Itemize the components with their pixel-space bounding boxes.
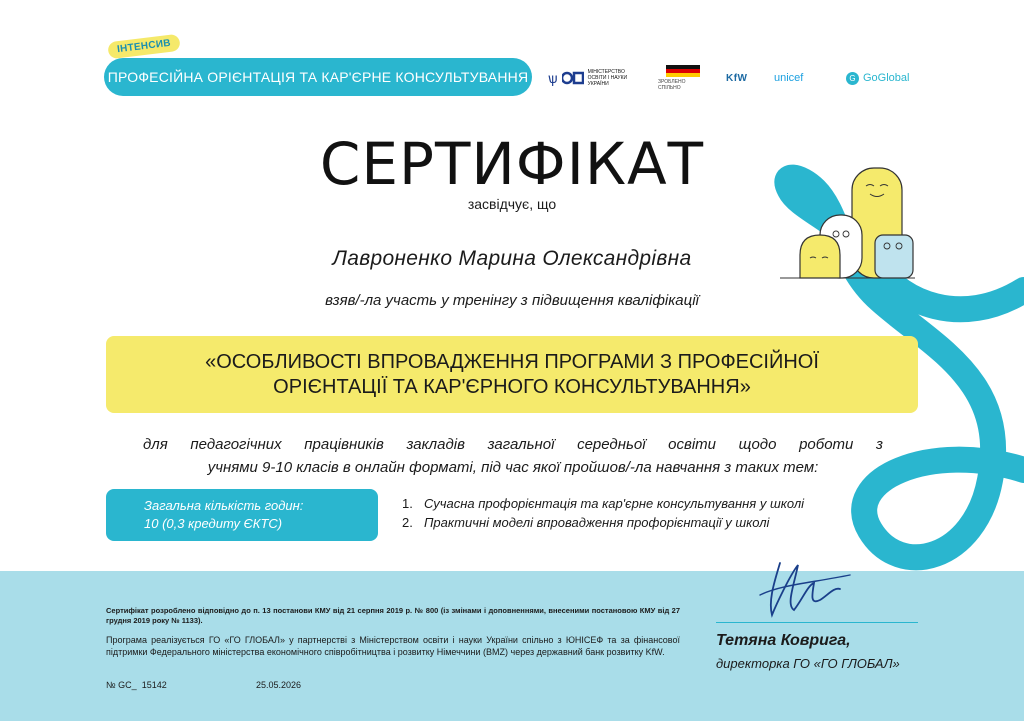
recipient-name: Лавроненко Марина Олександрівна — [332, 247, 692, 270]
certificate-title: СЕРТИФІКАТ — [319, 130, 705, 198]
description-line1: для педагогічних працівників закладів загальної середньої освіти щодо роботи з — [143, 436, 883, 453]
topic-item: 1. Сучасна профорієнтація та кар'єрне консультування у школі — [402, 496, 805, 511]
partner-logos — [548, 64, 928, 92]
number-label: № GC_ — [106, 680, 137, 690]
intensive-badge: ІНТЕНСИВ — [107, 34, 181, 60]
german-cooperation-logo — [658, 64, 708, 92]
signer-role: директорка ГО «ГО ГЛОБАЛ» — [716, 656, 900, 671]
training-title-line2: ОРІЄНТАЦІЇ ТА КАР'ЄРНОГО КОНСУЛЬТУВАННЯ» — [273, 375, 751, 398]
number-value: 15142 — [141, 680, 167, 690]
unicef-logo: unicef — [774, 72, 804, 84]
ministry-logo — [548, 64, 640, 92]
topic-item: 2. Практичні моделі впровадження профорієнтації у школі — [402, 515, 770, 530]
description-line2: учнями 9-10 класів в онлайн форматі, під час якої пройшов/-ла навчання з таких тем: — [207, 459, 819, 476]
german-coop-text: ЗРОБЛЕНО СПІЛЬНО — [658, 79, 686, 91]
signature-image — [750, 555, 860, 625]
hours-box — [106, 489, 378, 541]
program-title-pill: ПРОФЕСІЙНА ОРІЄНТАЦІЯ ТА КАР'ЄРНЕ КОНСУЛЬТУВАННЯ — [104, 58, 532, 96]
ministry-mark-icon — [562, 71, 584, 85]
issue-date: 25.05.2026 — [256, 680, 302, 690]
legal-basis-text: Сертифікат розроблено відповідно до п. 13 постанови КМУ від 21 серпня 2019 р. № 800 (із змінами і доповненнями, внесеними постановою КМУ від 27 грудня 2019 року № 1133). — [106, 606, 680, 625]
participation-text: взяв/-ла участь у тренінгу з підвищення кваліфікації — [325, 292, 699, 309]
signature-line — [716, 622, 918, 623]
certifies-text: засвідчує, що — [467, 196, 557, 212]
kfw-logo: KfW — [726, 72, 748, 84]
ministry-text: МІНІСТЕРСТВО ОСВІТИ І НАУКИ УКРАЇНИ — [587, 69, 628, 87]
topics-list — [402, 494, 804, 532]
goglobal-logo — [846, 64, 926, 92]
hours-label: Загальна кількість годин: — [144, 498, 304, 513]
certificate-number — [106, 680, 167, 690]
program-partners-text: Програма реалізується ГО «ГО ГЛОБАЛ» у партнерстві з Міністерством освіти і науки України спільно з ЮНІСЕФ та за фінансової підтримки Федерального міністерства економічного співробітництва і розвитку Німеччини (BMZ) через державний банк розвитку KfW. — [106, 635, 680, 657]
german-flag-icon — [666, 65, 700, 77]
training-title-line1: «ОСОБЛИВОСТІ ВПРОВАДЖЕННЯ ПРОГРАМИ З ПРОФЕСІЙНОЇ — [205, 350, 819, 373]
goglobal-icon: G — [846, 72, 859, 85]
trident-icon: ѱ — [548, 70, 558, 86]
hours-value: 10 (0,3 кредиту ЄКТС) — [144, 516, 283, 531]
signer-name: Тетяна Коврига, — [716, 632, 851, 649]
goglobal-text: GoGlobal — [863, 72, 910, 84]
training-title-box — [106, 336, 918, 413]
